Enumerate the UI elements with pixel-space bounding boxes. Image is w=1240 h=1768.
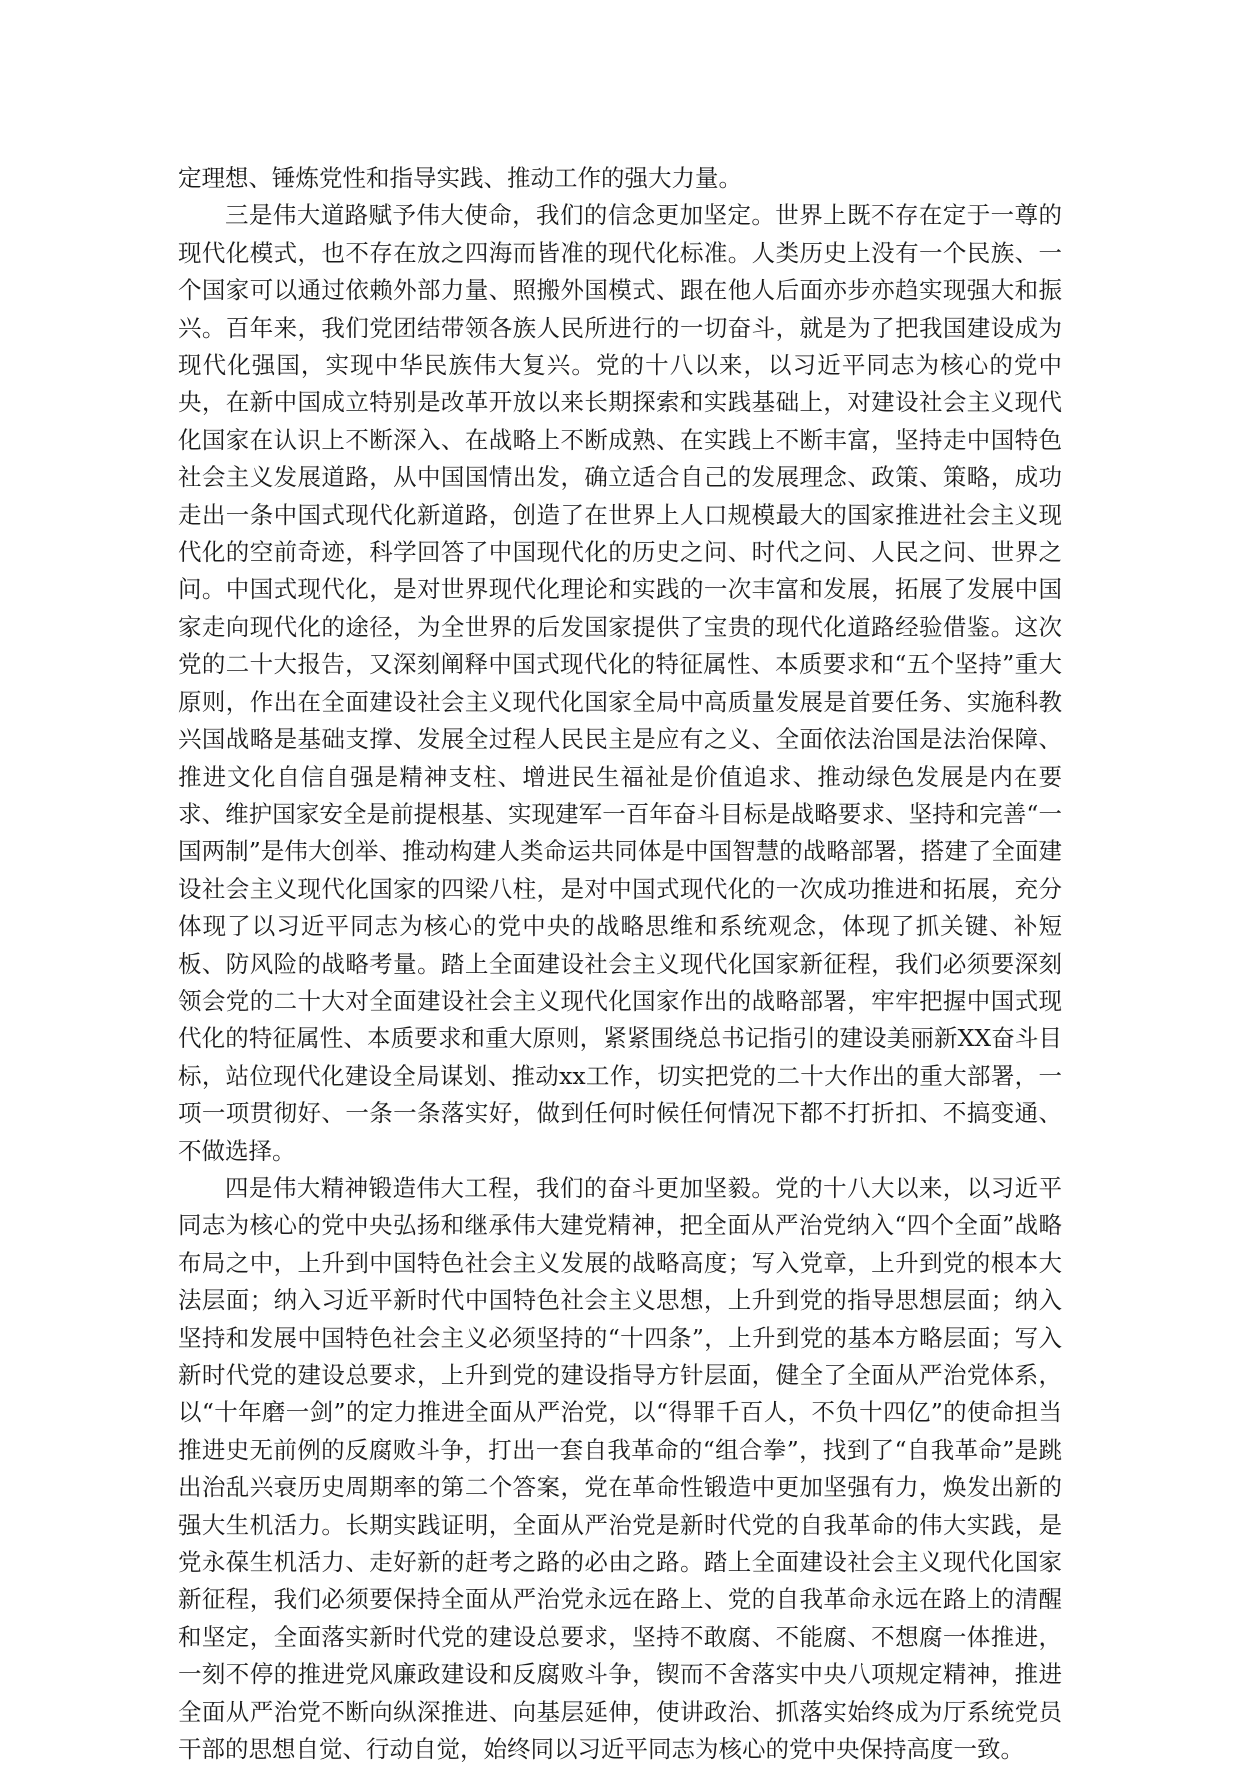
document-body: [178, 160, 1062, 1768]
paragraph-point-four: 四是伟大精神锻造伟大工程，我们的奋斗更加坚毅。党的十八大以来，以习近平同志为核心的党中央弘扬和继承伟大建党精神，把全面从严治党纳入“四个全面”战略布局之中，上升到中国特色社会主义发展的战略高度；写入党章，上升到党的根本大法层面；纳入习近平新时代中国特色社会主义思想，上升到党的指导思想层面；纳入坚持和发展中国特色社会主义必须坚持的“十四条”，上升到党的基本方略层面；写入新时代党的建设总要求，上升到党的建设指导方针层面，健全了全面从严治党体系，以“十年磨一剑”的定力推进全面从严治党，以“得罪千百人，不负十四亿”的使命担当推进史无前例的反腐败斗争，打出一套自我革命的“组合拳”，找到了“自我革命”是跳出治乱兴衰历史周期率的第二个答案，党在革命性锻造中更加坚强有力，焕发出新的强大生机活力。长期实践证明，全面从严治党是新时代党的自我革命的伟大实践，是党永葆生机活力、走好新的赶考之路的必由之路。踏上全面建设社会主义现代化国家新征程，我们必须要保持全面从严治党永远在路上、党的自我革命永远在路上的清醒和坚定，全面落实新时代党的建设总要求，坚持不敢腐、不能腐、不想腐一体推进，一刻不停的推进党风廉政建设和反腐败斗争，锲而不舍落实中央八项规定精神，推进全面从严治党不断向纵深推进、向基层延伸，使讲政治、抓落实始终成为厅系统党员干部的思想自觉、行动自觉，始终同以习近平同志为核心的党中央保持高度一致。: [178, 1173, 1062, 1764]
paragraph-point-three: 三是伟大道路赋予伟大使命，我们的信念更加坚定。世界上既不存在定于一尊的现代化模式，也不存在放之四海而皆准的现代化标准。人类历史上没有一个民族、一个国家可以通过依赖外部力量、照搬外国模式、跟在他人后面亦步亦趋实现强大和振兴。百年来，我们党团结带领各族人民所进行的一切奋斗，就是为了把我国建设成为现代化强国，实现中华民族伟大复兴。党的十八以来，以习近平同志为核心的党中央，在新中国成立特别是改革开放以来长期探索和实践基础上，对建设社会主义现代化国家在认识上不断深入、在战略上不断成熟、在实践上不断丰富，坚持走中国特色社会主义发展道路，从中国国情出发，确立适合自己的发展理念、政策、策略，成功走出一条中国式现代化新道路，创造了在世界上人口规模最大的国家推进社会主义现代化的空前奇迹，科学回答了中国现代化的历史之问、时代之问、人民之问、世界之问。中国式现代化，是对世界现代化理论和实践的一次丰富和发展，拓展了发展中国家走向现代化的途径，为全世界的后发国家提供了宝贵的现代化道路经验借鉴。这次党的二十大报告，又深刻阐释中国式现代化的特征属性、本质要求和“五个坚持”重大原则，作出在全面建设社会主义现代化国家全局中高质量发展是首要任务、实施科教兴国战略是基础支撑、发展全过程人民民主是应有之义、全面依法治国是法治保障、推进文化自信自强是精神支柱、增进民生福祉是价值追求、推动绿色发展是内在要求、维护国家安全是前提根基、实现建军一百年奋斗目标是战略要求、坚持和完善“一国两制”是伟大创举、推动构建人类命运共同体是中国智慧的战略部署，搭建了全面建设社会主义现代化国家的四梁八柱，是对中国式现代化的一次成功推进和拓展，充分体现了以习近平同志为核心的党中央的战略思维和系统观念，体现了抓关键、补短板、防风险的战略考量。踏上全面建设社会主义现代化国家新征程，我们必须要深刻领会党的二十大对全面建设社会主义现代化国家作出的战略部署，牢牢把握中国式现代化的特征属性、本质要求和重大原则，紧紧围绕总书记指引的建设美丽新XX奋斗目标，站位现代化建设全局谋划、推动xx工作，切实把党的二十大作出的重大部署，一项一项贯彻好、一条一条落实好，做到任何时候任何情况下都不打折扣、不搞变通、不做选择。: [178, 201, 1062, 1165]
paragraph-continuation: 定理想、锤炼党性和指导实践、推动工作的强大力量。: [178, 164, 742, 192]
